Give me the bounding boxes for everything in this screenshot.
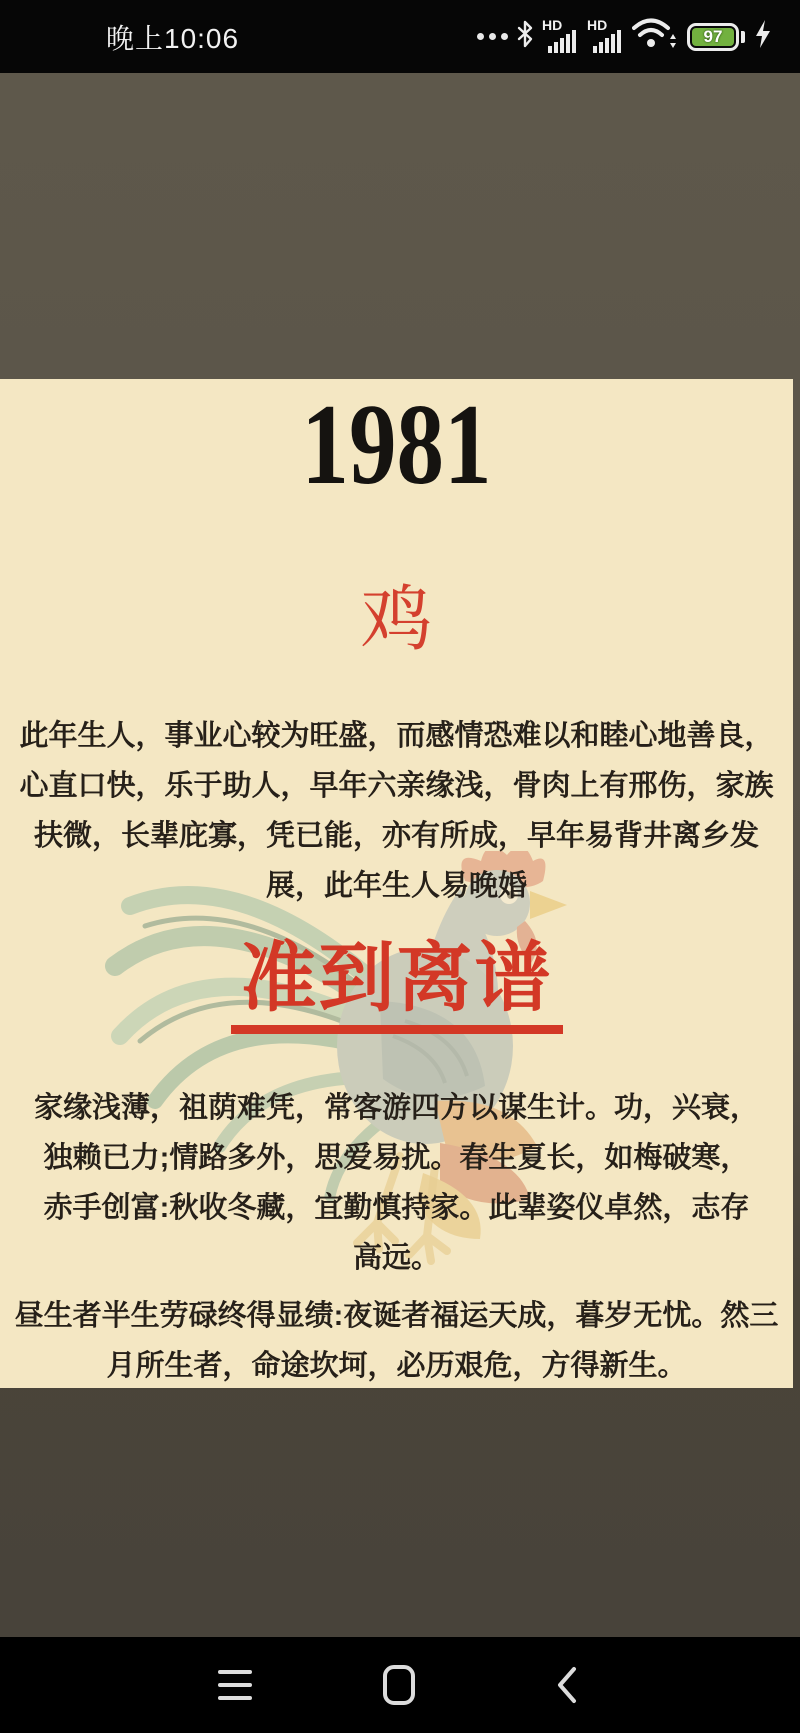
clock-label: 晚上10:06 bbox=[106, 22, 240, 54]
paragraph-line: 高远。 bbox=[352, 1242, 440, 1274]
paragraph-line: 独赖已力;情路多外，思爱易扰。春生夏长，如梅破寒， bbox=[43, 1142, 750, 1174]
back-chevron-icon bbox=[557, 1666, 577, 1704]
home-button[interactable] bbox=[354, 1637, 444, 1733]
paragraph-line: 月所生者，命途坎坷，必历艰危，方得新生。 bbox=[106, 1350, 687, 1382]
zodiac-title: 鸡 bbox=[360, 580, 433, 660]
hd-signal-icon bbox=[542, 16, 578, 54]
nav-bar bbox=[0, 1637, 800, 1733]
fortune-card bbox=[0, 379, 793, 1388]
menu-lines-icon bbox=[218, 1670, 252, 1700]
wifi-icon bbox=[632, 17, 678, 56]
paragraph-line: 扶微，长辈庇寡，凭已能，亦有所成，早年易背井离乡发 bbox=[33, 820, 759, 852]
paragraph-line: 家缘浅薄，祖荫难凭，常客游四方以谋生计。功，兴衰， bbox=[33, 1092, 759, 1124]
headline-banner bbox=[0, 936, 793, 1034]
paragraph-line: 心直口快，乐于助人，早年六亲缘浅，骨肉上有邢伤，家族 bbox=[19, 770, 774, 802]
home-square-icon bbox=[383, 1665, 415, 1705]
bluetooth-icon bbox=[517, 20, 533, 53]
charging-bolt-icon bbox=[754, 19, 772, 54]
intro-paragraph bbox=[0, 711, 793, 911]
status-bar bbox=[0, 0, 800, 73]
overflow-dots-icon bbox=[477, 33, 508, 40]
hd-signal-icon bbox=[587, 16, 623, 54]
paragraph-line: 此年生人，事业心较为旺盛，而感情恐难以和睦心地善良， bbox=[19, 720, 774, 752]
back-button[interactable] bbox=[522, 1637, 612, 1733]
network-type-label: HD bbox=[587, 16, 608, 33]
timing-paragraph bbox=[0, 1291, 793, 1391]
fortune-paragraph bbox=[0, 1083, 793, 1283]
year-title: 1981 bbox=[301, 381, 492, 509]
paragraph-line: 展，此年生人易晚婚 bbox=[265, 870, 527, 902]
status-icons bbox=[477, 17, 772, 56]
network-type-label: HD bbox=[542, 16, 563, 33]
battery-percent-label: 97 bbox=[703, 27, 723, 46]
paragraph-line: 昼生者半生劳碌终得显绩:夜诞者福运天成，暮岁无忧。然三 bbox=[14, 1300, 779, 1332]
battery-icon bbox=[687, 23, 745, 51]
paragraph-line: 赤手创富:秋收冬藏，宜勤慎持家。此辈姿仪卓然，志存 bbox=[43, 1192, 750, 1224]
recents-button[interactable] bbox=[190, 1637, 280, 1733]
headline-text: 准到离谱 bbox=[231, 941, 563, 1034]
